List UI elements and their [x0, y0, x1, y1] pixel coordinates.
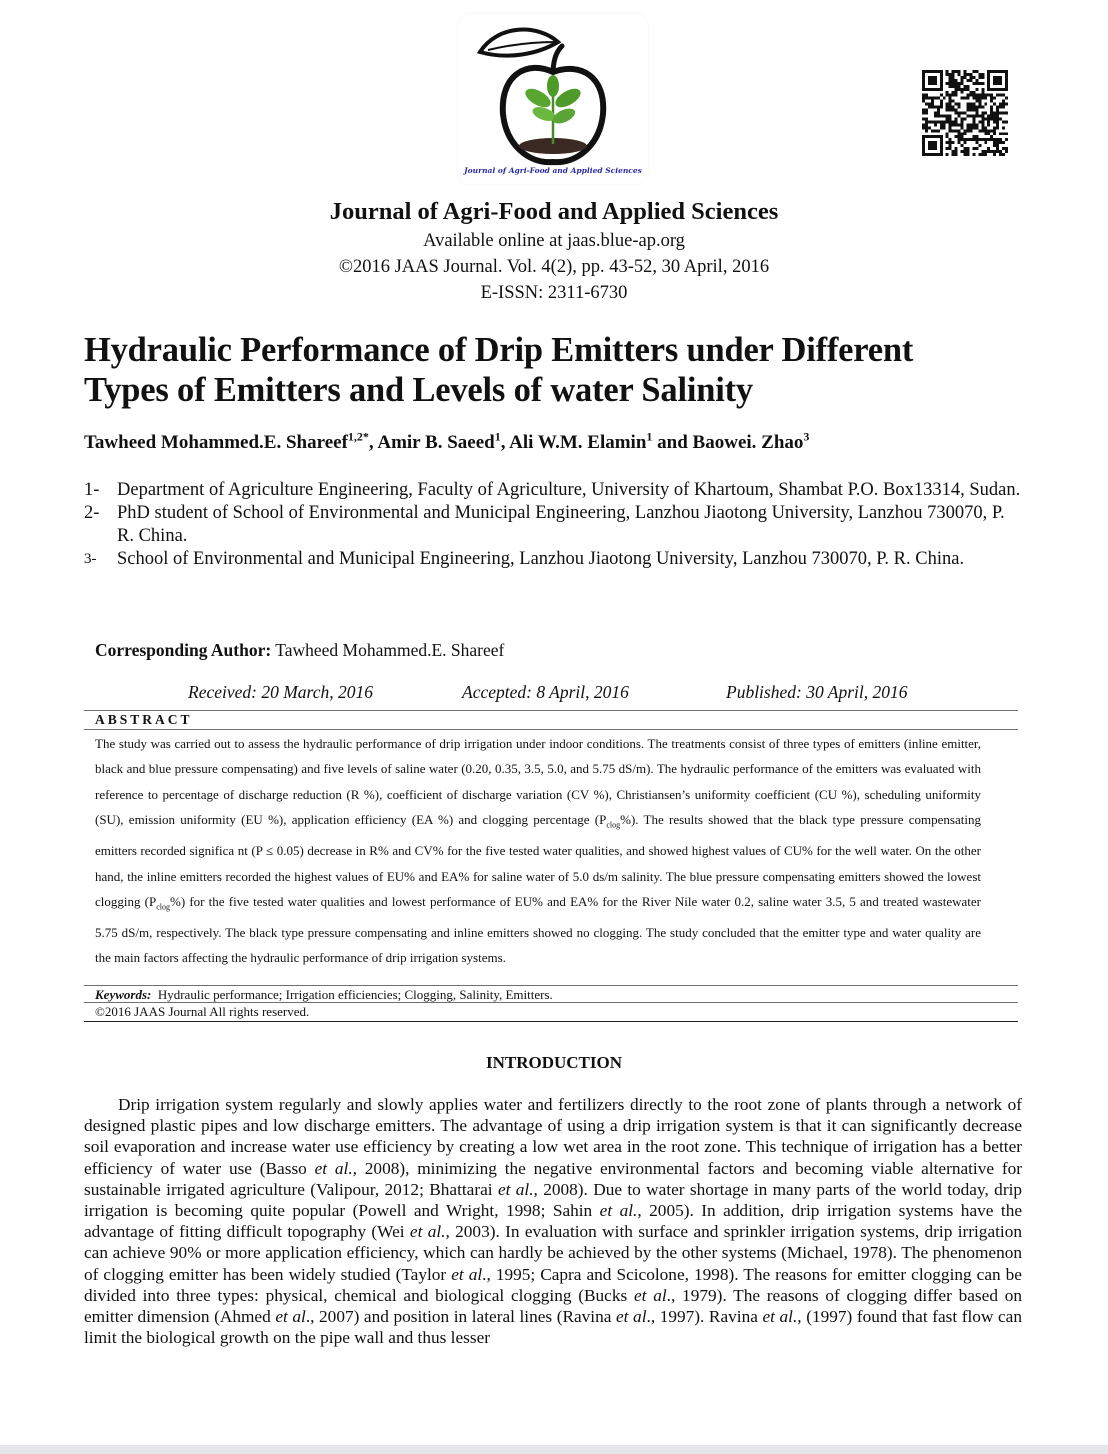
masthead [0, 196, 1108, 306]
author-list [84, 430, 809, 454]
received-date: Received: 20 March, 2016 [188, 682, 373, 702]
divider [84, 985, 1018, 986]
citation-italic: et al [275, 1307, 306, 1327]
keywords-list: Hydraulic performance; Irrigation efficiencies; Clogging, Salinity, Emitters. [157, 987, 553, 1002]
abstract-heading: ABSTRACT [95, 712, 193, 727]
divider [84, 1021, 1018, 1022]
text-run: 2005). In addition, drip irrigation systems have the advantage of fitting difficult topography (Wei [84, 1201, 1023, 1242]
article-title [84, 330, 1044, 410]
citation-italic: et al., [599, 1201, 642, 1221]
text-run: ., 2007) and position in lateral lines (Ravina [305, 1307, 616, 1327]
author: Tawheed Mohammed.E. Shareef$^{1,2*}$, [84, 430, 378, 454]
issn-line: E-ISSN: 2311-6730 [480, 283, 628, 303]
author: Amir B. Saeed$^1$, [377, 430, 510, 454]
citation-italic: et al., [409, 1222, 450, 1242]
copyright-notice: ©2016 JAAS Journal All rights reserved. [95, 1004, 310, 1019]
citation-italic: et al [451, 1264, 483, 1284]
abstract-text: The study was carried out to assess the hydraulic performance of drip irrigation under indoor conditions. The treatments consist of three types of emitters (inline emitter, black and blue pressure compensating) and five levels of saline water (0.20, 0.35, 3.5, 5.0, and 5.75 dS/m). The hydraulic performance of the emitters was evaluated with reference to percentage of discharge reduction (R %), coefficient of discharge variation (CV %), Christiansen’s uniformity coefficient (CU %), scheduling uniformity (SU), emission uniformity (EU %), application efficiency (EA %) and clogging percentage $(P_{clog}\%)$. The results showed that the black type pressure compensating emitters recorded significa nt (P ≤ 0.05) decrease in R% and CV% for the five tested water qualities, and showed highest values of CU% for the well water. On the other hand, the inline emitters recorded the highest values of EU% and EA% for saline water of 5.0 ds/m salinity. The blue pressure compensating emitters showed the lowest clogging $(P_{clog}\%)$ for the five tested water qualities and lowest performance of EU% and EA% for the River Nile water 0.2, saline water 3.5, 5 and treated wastewater 5.75 dS/m, respectively. The black type pressure compensating and inline emitters showed no clogging. The study concluded that the emitter type and water quality are the main factors affecting the hydraulic performance of drip irrigation systems. [95, 736, 981, 966]
citation-italic: et al [633, 1285, 667, 1305]
accepted-date: Accepted: 8 April, 2016 [462, 682, 629, 702]
text-run: Drip irrigation system regularly and slowly applies water and fertilizers directly to the root zone of plants through a network of designed plastic pipes and low discharge emitters. The advantage of using a drip irrigation system is that it can significantly decrease soil evaporation and increase water use efficiency by creating a low wet area in the root zone. This technique of irrigation has a better efficiency of water use (Basso [84, 1095, 1022, 1178]
citation-italic: et al., [762, 1307, 802, 1327]
logo-caption: Journal of Agri-Food and Applied Sciences [464, 166, 642, 175]
title-line-1: Hydraulic Performance of Drip Emitters under Different [84, 331, 914, 369]
author: Ali W.M. Elamin$^1$ and [509, 430, 693, 454]
published-date: Published: 30 April, 2016 [726, 682, 908, 702]
text-run: 2003). In evaluation with surface and sprinkler irrigation systems, drip irrigation can achieve 90% or more application efficiency, which can hardly be achieved by the other systems (Michael, 1978). The phenomenon of clogging emitter has been widely studied (Taylor [84, 1222, 1022, 1284]
corresponding-author-label: Corresponding Author: [95, 640, 272, 660]
author: Baowei. Zhao$^3$ [692, 430, 810, 454]
affiliation-list [84, 479, 1024, 571]
divider [84, 729, 1018, 730]
introduction-heading: INTRODUCTION [485, 1053, 623, 1072]
text-run: (1997) found that fast flow can limit the biological growth on the pipe wall and thus lesser [84, 1307, 1022, 1348]
journal-url-line: Available online at jaas.blue-ap.org [423, 231, 685, 251]
citation-line: ©2016 JAAS Journal. Vol. 4(2), pp. 43-52, 30 April, 2016 [338, 257, 770, 277]
introduction-paragraph [84, 1094, 1022, 1348]
affiliation-item: 3- School of Environmental and Municipal Engineering, Lanzhou Jiaotong University, Lanzhou 730070, P. R. China. [84, 549, 965, 569]
text-run: 2008), minimizing the negative environmental factors and becoming viable alternative for sustainable irrigated agriculture (Valipour, 2012; Bhattarai [84, 1158, 1022, 1199]
journal-name: Journal of Agri-Food and Applied Sciences [329, 198, 779, 225]
text-run: ., 1979). The reasons of clogging differ based on emitter dimension (Ahmed [84, 1285, 1023, 1327]
journal-logo [458, 14, 648, 184]
divider [84, 1002, 1018, 1003]
qr-code-icon [922, 70, 1008, 156]
text-run: ., 1995; Capra and Scicolone, 1998). The reasons for emitter clogging can be divided into three types: physical, chemical and biological clogging (Bucks [84, 1264, 1022, 1305]
corresponding-author [95, 640, 504, 661]
keywords [95, 987, 553, 1003]
viewer-bottom-bar [0, 1445, 1108, 1454]
introduction-text [84, 1094, 1022, 1348]
citation-italic: et al [616, 1307, 647, 1327]
text-run: 2008). Due to water shortage in many parts of the world today, drip irrigation is becoming quite popular (Powell and Wright, 1998; Sahin [84, 1179, 1023, 1221]
affiliation-item: 2- PhD student of School of Environmental and Municipal Engineering, Lanzhou Jiaotong University, Lanzhou 730070, P. R. China. [84, 503, 1005, 546]
title-line-2: Types of Emitters and Levels of water Salinity [84, 371, 753, 409]
citation-italic: et al., [497, 1179, 538, 1199]
keywords-label: Keywords: [95, 987, 152, 1002]
affiliation-item: 1- Department of Agriculture Engineering, Faculty of Agriculture, University of Khartoum, Shambat P.O. Box13314, Sudan. [84, 480, 1021, 500]
divider [84, 710, 1018, 711]
citation-italic: et al., [314, 1158, 357, 1178]
apple-with-seedling-logo-icon [458, 14, 648, 184]
corresponding-author-name: Tawheed Mohammed.E. Shareef [275, 640, 505, 660]
text-run: ., 1997). Ravina [646, 1307, 763, 1327]
